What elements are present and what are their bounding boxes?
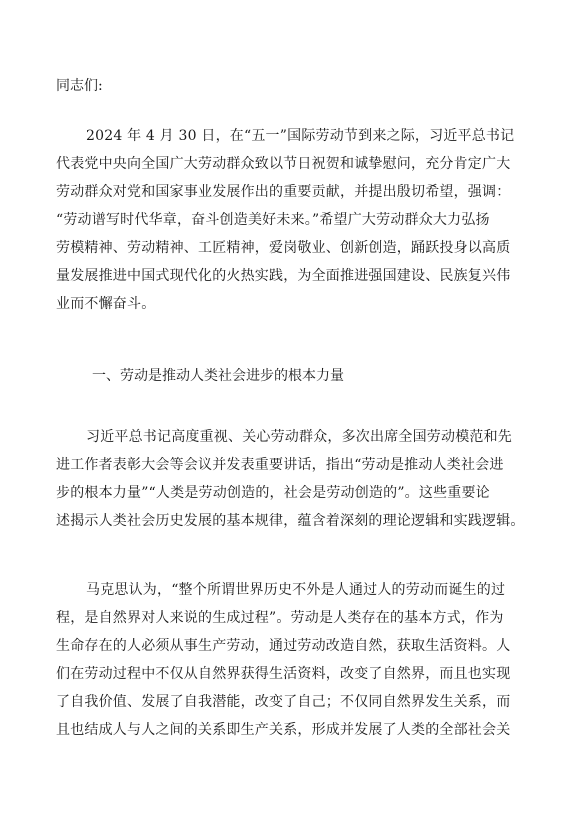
paragraph-line: 了自我价值、发展了自我潜能，改变了自己；不仅同自然界发生关系，而 — [56, 694, 511, 710]
paragraph-line: 步的根本力量”“人类是劳动创造的，社会是劳动创造的”。这些重要论 — [56, 485, 490, 501]
paragraph-line: 业而不懈奋斗。 — [56, 296, 156, 312]
paragraph-line: 进工作者表彰大会等会议并发表重要讲话，指出“劳动是推动人类社会进 — [56, 457, 504, 473]
paragraph-line: 2024 年 4 月 30 日，在“五一”国际劳动节到来之际，习近平总书记 — [86, 128, 515, 144]
paragraph-line: 代表党中央向全国广大劳动群众致以节日祝贺和诚挚慰问，充分肯定广大 — [56, 156, 511, 172]
paragraph-marx — [56, 576, 524, 744]
paragraph-line: “劳动谱写时代华章，奋斗创造美好未来。”希望广大劳动群众大力弘扬 — [56, 212, 490, 228]
paragraph-line: 述揭示人类社会历史发展的基本规律，蕴含着深刻的理论逻辑和实践逻辑。 — [56, 513, 525, 529]
paragraph-line: 劳模精神、劳动精神、工匠精神，爱岗敬业、创新创造，踊跃投身以高质 — [56, 240, 511, 256]
section-heading: 一、劳动是推动人类社会进步的根本力量 — [92, 368, 344, 384]
paragraph-line: 们在劳动过程中不仅从自然界获得生活资料，改变了自然界，而且也实现 — [56, 666, 511, 682]
paragraph-line: 马克思认为，“整个所谓世界历史不外是人通过人的劳动而诞生的过 — [86, 582, 506, 598]
paragraph-line: 劳动群众对党和国家事业发展作出的重要贡献，并提出殷切希望，强调： — [56, 184, 511, 200]
paragraph-line: 且也结成人与人之间的关系即生产关系，形成并发展了人类的全部社会关 — [56, 722, 511, 738]
paragraph-speech — [56, 423, 524, 535]
paragraph-line: 生命存在的人必须从事生产劳动，通过劳动改造自然，获取生活资料。人 — [56, 638, 511, 654]
paragraph-line: 量发展推进中国式现代化的火热实践，为全面推进强国建设、民族复兴伟 — [56, 268, 511, 284]
greeting: 同志们: — [56, 78, 103, 94]
paragraph-line: 程，是自然界对人来说的生成过程”。劳动是人类存在的基本方式，作为 — [56, 610, 504, 626]
paragraph-intro — [56, 122, 524, 318]
paragraph-line: 习近平总书记高度重视、关心劳动群众，多次出席全国劳动模范和先 — [86, 429, 512, 445]
